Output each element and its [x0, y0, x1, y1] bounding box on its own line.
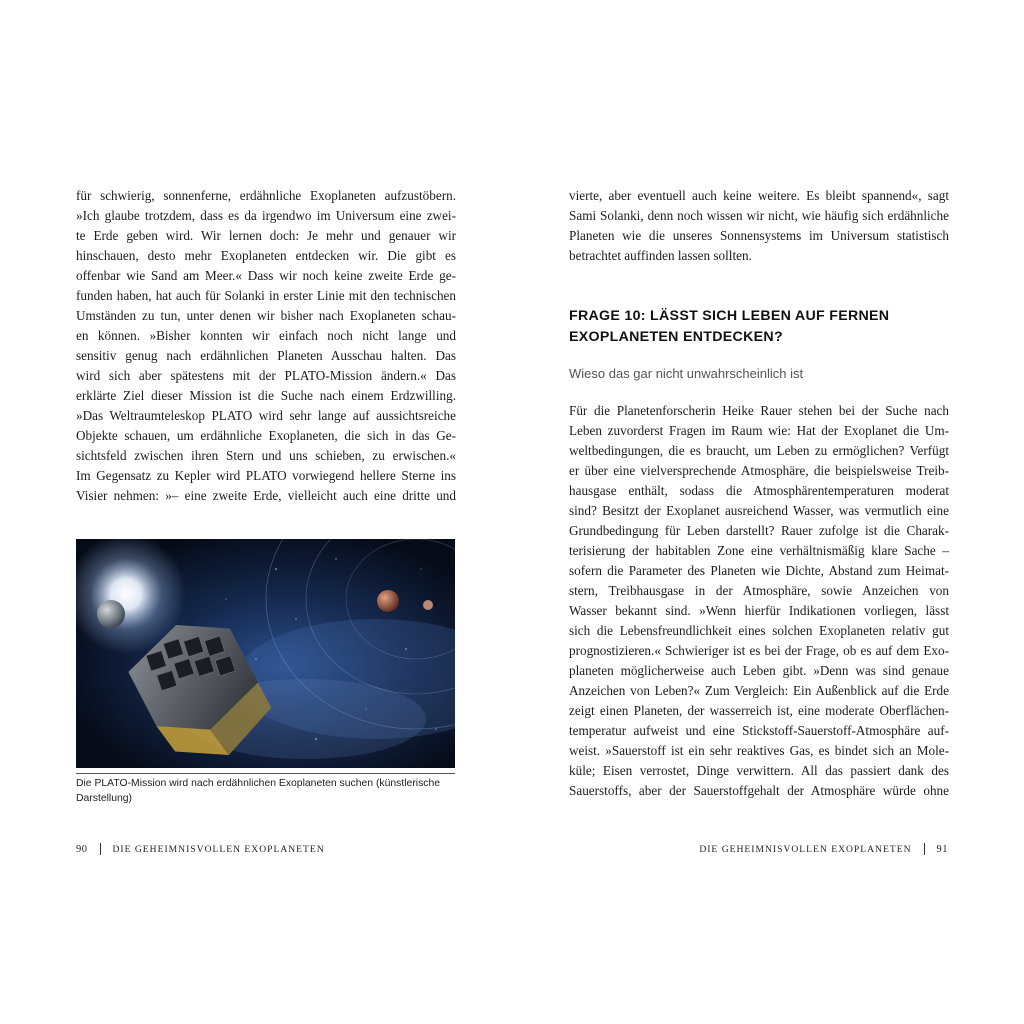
text-line: küle; Eisen verrostet, Dinge verwittern. All das passiert dank des [569, 763, 949, 778]
section-heading [569, 306, 949, 348]
text-line: Visier nehmen: »– eine zweite Erde, vielleicht auch eine dritte und [76, 488, 456, 503]
running-title: DIE GEHEIMNISVOLLEN EXOPLANETEN [699, 843, 912, 855]
text-line: betrachtet auffinden lassen sollten. [569, 248, 752, 263]
text-line: Im Gegensatz zu Kepler wird PLATO vorwiegend hellere Sterne ins [76, 468, 456, 483]
text-line: Leben zuvorderst Fragen im Raum wie: Hat der Exoplanet die Um- [569, 423, 949, 438]
text-line: sich die Lebensfreundlichkeit eines solchen Exoplaneten relativ gut [569, 623, 949, 638]
running-title: DIE GEHEIMNISVOLLEN EXOPLANETEN [112, 843, 325, 855]
page-number: 91 [936, 843, 948, 855]
text-line: terisierung der habitablen Zone eine verhältnismäßig klare Sache – [569, 543, 949, 558]
right-main-text [569, 401, 949, 801]
left-paragraph [76, 186, 456, 506]
main-paragraph [569, 401, 949, 801]
left-page-body [76, 186, 456, 506]
text-line: erklärte Ziel dieser Mission ist die Suche nach einem Erdzwilling. [76, 388, 456, 403]
plato-spacecraft-illustration [76, 539, 455, 768]
text-line: wird sich aber spätestens mit der PLATO-Mission ändern.« Das [76, 368, 456, 383]
text-line: prognostizieren.« Schwieriger ist es bei der Frage, ob es auf dem Exo- [569, 643, 949, 658]
section-subheading: Wieso das gar nicht unwahrscheinlich ist [569, 366, 804, 381]
right-footer [699, 843, 948, 855]
text-line: sichtsfeld zwischen ihren Stern und uns schieben, zu erwischen.« [76, 448, 456, 463]
text-line: hinschauen, desto mehr Exoplaneten entdecken wir. Die gibt es [76, 248, 456, 263]
right-page-body [569, 186, 949, 801]
text-line: Planeten wie die unseres Sonnensystems im Universum statistisch [569, 228, 949, 243]
intro-paragraph [569, 186, 949, 266]
text-line: Objekte schauen, um erdähnliche Exoplaneten, die sich in das Ge- [76, 428, 456, 443]
text-line: zeigt einen Planeten, der wasserreich ist, eine moderate Oberflächen- [569, 703, 949, 718]
left-footer [76, 843, 325, 855]
text-line: te Erde geben wird. Wir lernen doch: Je mehr und genauer wir [76, 228, 456, 243]
text-line: sofern die Parameter des Planeten wie Dichte, Abstand zum Heimat- [569, 563, 949, 578]
figure [76, 539, 455, 806]
text-line: Anzeichen von Leben?« Zum Vergleich: Ein Außenblick auf die Erde [569, 683, 949, 698]
page-number: 90 [76, 843, 88, 855]
footer-divider [924, 843, 925, 855]
text-line: Wasser bekannt sind. »Wenn hierfür Indikationen vorliegen, lässt [569, 603, 949, 618]
text-line: sind? Besitzt der Exoplanet ausreichend Wasser, was vermutlich eine [569, 503, 949, 518]
text-line: für schwierig, sonnenferne, erdähnliche Exoplaneten aufzustöbern. [76, 188, 456, 203]
text-line: er über eine vielversprechende Atmosphäre, die beispielsweise Treib- [569, 463, 949, 478]
caption-rule [76, 773, 455, 774]
text-line: Umständen zu tun, unter denen wir bisher nach Exoplaneten schau- [76, 308, 456, 323]
text-line: funden haben, hat auch für Solanki in erster Linie mit den technischen [76, 288, 456, 303]
text-line: hausgase enthält, sodass die Atmosphärentemperaturen moderat [569, 483, 949, 498]
right-intro [569, 186, 949, 266]
figure-caption: Die PLATO-Mission wird nach erdähnlichen Exoplaneten suchen (künstlerische Darstellung) [76, 778, 441, 804]
heading-line: FRAGE 10: LÄSST SICH LEBEN AUF FERNEN [569, 308, 890, 324]
text-line: stern, Treibhausgase in der Atmosphäre, sowie Anzeichen von [569, 583, 949, 598]
text-line: Grundbedingung für Leben darstellt? Rauer zufolge ist die Charak- [569, 523, 949, 538]
text-line: »Das Weltraumteleskop PLATO wird sehr lange auf aussichtsreiche [76, 408, 456, 423]
text-line: weltbedingungen, die es braucht, um Leben zu ermöglichen? Verfügt [569, 443, 949, 458]
text-line: sensitiv genug nach erdähnlichen Planeten Ausschau halten. Das [76, 348, 456, 363]
text-line: vierte, aber eventuell auch keine weitere. Es bleibt spannend«, sagt [569, 188, 949, 203]
text-line: Für die Planetenforscherin Heike Rauer stehen bei der Suche nach [569, 403, 949, 418]
text-line: en können. »Bisher konnten wir einfach noch nicht lange und [76, 328, 456, 343]
heading-line: EXOPLANETEN ENTDECKEN? [569, 329, 783, 345]
text-line: Sauerstoffs, aber der Sauerstoffgehalt der Atmosphäre würde ohne [569, 783, 949, 798]
text-line: planeten möglicherweise auch Leben gibt. »Denn was sind genaue [569, 663, 949, 678]
text-line: temperatur aufweist und eine Stickstoff-Sauerstoff-Atmosphäre auf- [569, 723, 949, 738]
text-line: weist. »Sauerstoff ist ein sehr reaktives Gas, es bindet sich an Mole- [569, 743, 949, 758]
text-line: Sami Solanki, denn noch wissen wir nicht, wie häufig sich erdähnliche [569, 208, 949, 223]
footer-divider [100, 843, 101, 855]
text-line: »Ich glaube trotzdem, dass es da irgendwo im Universum eine zwei- [76, 208, 456, 223]
text-line: offenbar wie Sand am Meer.« Dass wir noch keine zweite Erde ge- [76, 268, 456, 283]
